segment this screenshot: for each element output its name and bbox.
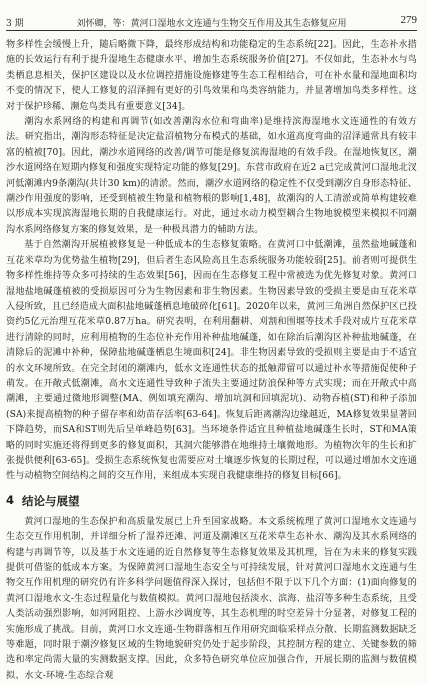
section-heading <box>6 493 417 509</box>
running-title: 刘怀卿，等：黄河口湿地水文连通与生物交互作用及其生态修复应用 <box>76 19 347 29</box>
article-body <box>6 38 417 684</box>
body-paragraph: 基于自然潮沟开展植被修复是一种低成本的生态修复策略。在黄河口中低潮滩，虽然盐地碱蓬和互花米草均为优势盐生植物[29]，但后者生态风险高且生态系统服务功能较弱[25]。前者则可提供生物多样性维持等众多可持续的生态效果[56]，因而在生态修复工程中常被选为优先修复对象。黄河口湿地盐地碱蓬植被的受损原因可分为生物因素和非生物因素。生物因素导致的受损主要是由互花米草入侵所致，且已经造成大面积盐地碱蓬栖息地破碎化[61]。2020年以来，黄河三角洲自然保护区已投资约5亿元治理互花米草0.87万ha。研究表明，在利用翻耕、刈割和围堰等技术手段对成片互花米草进行清除的同时，应利用植物的生态位补充作用补种盐地碱蓬，如在除治后潮沟区补种盐地碱蓬，在清除后的泥滩中补种，保障盐地碱蓬栖息生境面积[24]。非生物因素导致的受损则主要是由于不适宜的水文环境所致。在完全封闭的潮滩内，低水文连通性状态的抵触滞留可以通过补水等措施促使种子萌发。在开敞式低潮滩，高水文连通性导致种子流失主要通过防浪保种等方式实现；而在开敞式中高潮滩，主要通过微地形调整(MA、例如填充潮沟、增加坑洞和回填泥坑)、动物吞植(ST)和种子添加(SA)来提高植物的种子留存率和幼苗存活率[63-64]。恢复后距离潮沟边缘越近，MA修复效果显著回下降趋势，而SA和ST则先后呈单峰趋势[63]。当环境条件适宜且种植盐地碱蓬生长时，ST和MA策略的同时实施还将得到更多的修复面积，其洞穴能够潜在地维持土壤微地形。为植物次年的生长和扩张提供便利[63-65]。受损生态系统恢复也需要应对土壤逐步恢复的长期过程，可以通过增加水文连通性与动植物空间结构之间的交互作用，来组成本实现自我健康维持的修复目标[66]。 <box>6 240 417 482</box>
issue-number: 3 期 <box>6 19 24 29</box>
page-number: 279 <box>400 14 417 26</box>
running-header <box>6 10 417 31</box>
body-paragraph: 潮沟水系网络的构建和再调节(如改善潮沟水位和弯曲率)是维持滨海湿地水文连通性的有效方法。研究指出，潮沟形态特征是决定盐沼植物分布模式的基础，如水道高度弯曲的沼泽通常具有较丰富的植被[70]。因此，潮沙水道网络的改善/调节可能是修复滨海湿地的有效手段。在湿地恢复区，潮沙水道网络在短期内修复和强度实现特定功能的修复[29]。东营市政府在近2 a已完成黄河口湿地北汊河低潮滩内9条潮沟(共计30 km)的清淤。然而，潮汐水道网络的稳定性不仅受到潮汐自身形态特征、潮沙作用强度的影响，还受到植被生物量和植物根的影响[1,48]，故潮沟的人工清淤或简单构建较难以形成本实现滨海湿地长期的自我健康运行。对此，通过水动力模型耦合生物地貌模型来模拟不同潮沟水系网络修复方案的修复效果，是一种极具潜力的辅助方法。 <box>6 117 417 235</box>
conclusion-paragraph: 黄河口湿地的生态保护和高质量发展已上升至国家战略。本文系统梳理了黄河口湿地水文连通与生态交互作用机制，并详细分析了湿养还滩、河道及潮滩区互花米草生态补水、潮沟及其水系网络的构建与再调节等，以及基于水文连通的近自然修复等生态修复效果及其机理，旨在为未来的修复实践提供可借鉴的低成本方案。为保障黄河口湿地生态安全与可持续发展，针对黄河口湿地水文连通与生物交互作用机理的研究仍有许多科学问题值得深入探讨，包括但不限于以下几个方面：(1)面向修复的黄河口湿地水文-生态过程量化与数值模拟。黄河口湿地包括淡水、滨海、盐沼等多种生态系统，且受人类活动强烈影响，如河网阻控、上游水沙调度等，其生态机理的时空差异十分显著，对修复工程的实施形成了挑战。目前，黄河口水文连通-生物群落相互作用研究面临采样点分散、长期监测数据缺乏等难题，同时限于潮汐修复区域的生物地貌研究仍处于起步阶段，其控制方程的建立、关键参数的筛选和率定尚需大量的实测数据支撑。因此，众多特色研究单位应加强合作，开展长期的监测与数值模拟、水文-环境-生态综合观 <box>6 516 417 681</box>
section-title: 结论与展望 <box>22 493 80 508</box>
section-number: 4 <box>6 492 15 507</box>
body-paragraph: 物多样性会缓慢上升，随后略微下降，最终形成结构和功能稳定的生态系统[22]。因此，生态补水措施的长效运行有利于提升湿地生态健康水平、增加生态系统服务价值[27]。不仅如此，生态补水与鸟类栖息息相关，保护区建设以及水位调控措施设施修建等生态工程相结合，可在补水量和湿地面积均不变的情况下，使人工修复的沼泽拥有更好的引鸟效果和鸟类容纳能力，并显著增加鸟类多样性。这对于保护珍稀、濒危鸟类具有重要意义[34]。 <box>6 40 417 112</box>
